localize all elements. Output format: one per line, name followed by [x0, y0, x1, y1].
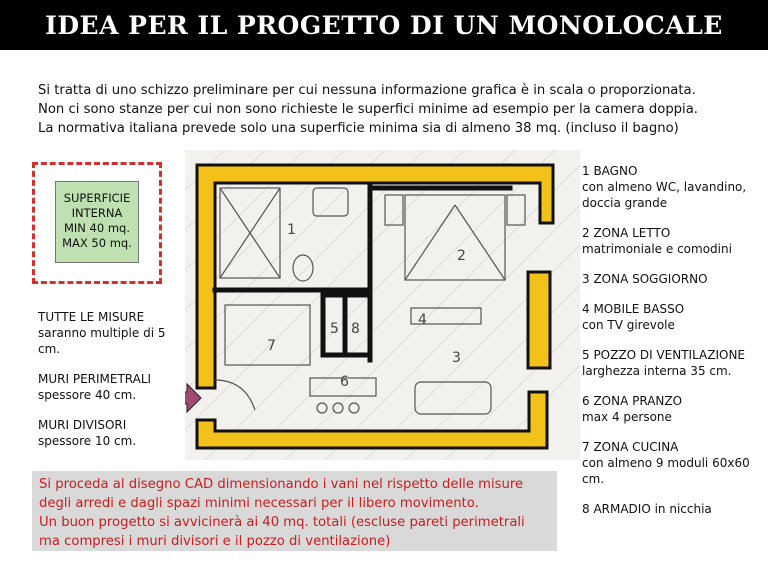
legend-desc: con almeno WC, lavandino, doccia grande — [582, 180, 747, 210]
note-text: spessore 40 cm. — [38, 388, 137, 402]
room-number-2: 2 — [457, 248, 466, 264]
note-partition-walls — [38, 417, 188, 449]
legend-title: 6 ZONA PRANZO — [582, 394, 683, 408]
legend-item — [582, 225, 762, 257]
surface-inner — [55, 181, 139, 263]
legend-item — [582, 347, 762, 379]
floor-plan-sketch — [185, 150, 580, 460]
room-number-5: 5 — [330, 321, 339, 337]
intro-line: La normativa italiana prevede solo una superficie minima sia di almeno 38 mq. (incluso il bagno) — [38, 121, 679, 136]
legend-item — [582, 163, 762, 211]
cad-line: degli arredi e dagli spazi minimi necessari per il libero movimento. — [39, 496, 479, 511]
legend-desc: con TV girevole — [582, 318, 675, 332]
title-bar — [0, 0, 768, 50]
legend-item — [582, 301, 762, 333]
legend-item — [582, 271, 762, 287]
page-title: IDEA PER IL PROGETTO DI UN MONOLOCALE — [45, 10, 723, 40]
intro-line: Non ci sono stanze per cui non sono richieste le superfici minime ad esempio per la camera doppia. — [38, 102, 698, 117]
legend-desc: max 4 persone — [582, 410, 672, 424]
room-number-8: 8 — [351, 321, 360, 337]
legend-title: 4 MOBILE BASSO — [582, 302, 685, 316]
surface-line: MIN 40 mq. — [63, 221, 131, 235]
room-number-7: 7 — [267, 338, 276, 354]
cad-line: Si proceda al disegno CAD dimensionando i vani nel rispetto delle misure — [39, 477, 524, 492]
cad-instructions — [32, 471, 557, 551]
room-number-1: 1 — [287, 222, 296, 238]
legend-item — [582, 393, 762, 425]
legend-title: 8 ARMADIO in nicchia — [582, 502, 712, 516]
intro-line: Si tratta di uno schizzo preliminare per cui nessuna informazione grafica è in scala o proporzionata. — [38, 83, 696, 98]
cad-line: ma compresi i muri divisori e il pozzo di ventilazione) — [39, 534, 391, 549]
note-heading: MURI DIVISORI — [38, 418, 127, 432]
intro-text — [38, 81, 758, 138]
note-perimeter-walls — [38, 371, 188, 403]
note-heading: TUTTE LE MISURE — [38, 310, 145, 324]
legend-desc: larghezza interna 35 cm. — [582, 364, 732, 378]
legend-title: 2 ZONA LETTO — [582, 226, 671, 240]
surface-line: MAX 50 mq. — [62, 236, 132, 250]
cad-line: Un buon progetto si avvicinerà ai 40 mq. totali (escluse pareti perimetrali — [39, 515, 525, 530]
legend-title: 7 ZONA CUCINA — [582, 440, 679, 454]
note-text: saranno multiple di 5 cm. — [38, 326, 166, 356]
room-number-4: 4 — [418, 312, 427, 328]
surface-line: INTERNA — [71, 206, 123, 220]
legend-title: 5 POZZO DI VENTILAZIONE — [582, 348, 745, 362]
legend-desc: con almeno 9 moduli 60x60 cm. — [582, 456, 750, 486]
wall-right-middle — [528, 272, 550, 368]
legend-item — [582, 501, 762, 517]
surface-line: SUPERFICIE — [63, 191, 131, 205]
room-number-6: 6 — [340, 374, 349, 390]
surface-box — [32, 162, 162, 284]
legend-title: 1 BAGNO — [582, 164, 638, 178]
legend-item — [582, 439, 762, 487]
note-heading: MURI PERIMETRALI — [38, 372, 152, 386]
legend-desc: matrimoniale e comodini — [582, 242, 732, 256]
left-notes — [38, 309, 188, 463]
room-number-3: 3 — [452, 350, 461, 366]
note-measures — [38, 309, 188, 357]
legend-title: 3 ZONA SOGGIORNO — [582, 272, 708, 286]
note-text: spessore 10 cm. — [38, 434, 137, 448]
legend — [582, 163, 762, 531]
